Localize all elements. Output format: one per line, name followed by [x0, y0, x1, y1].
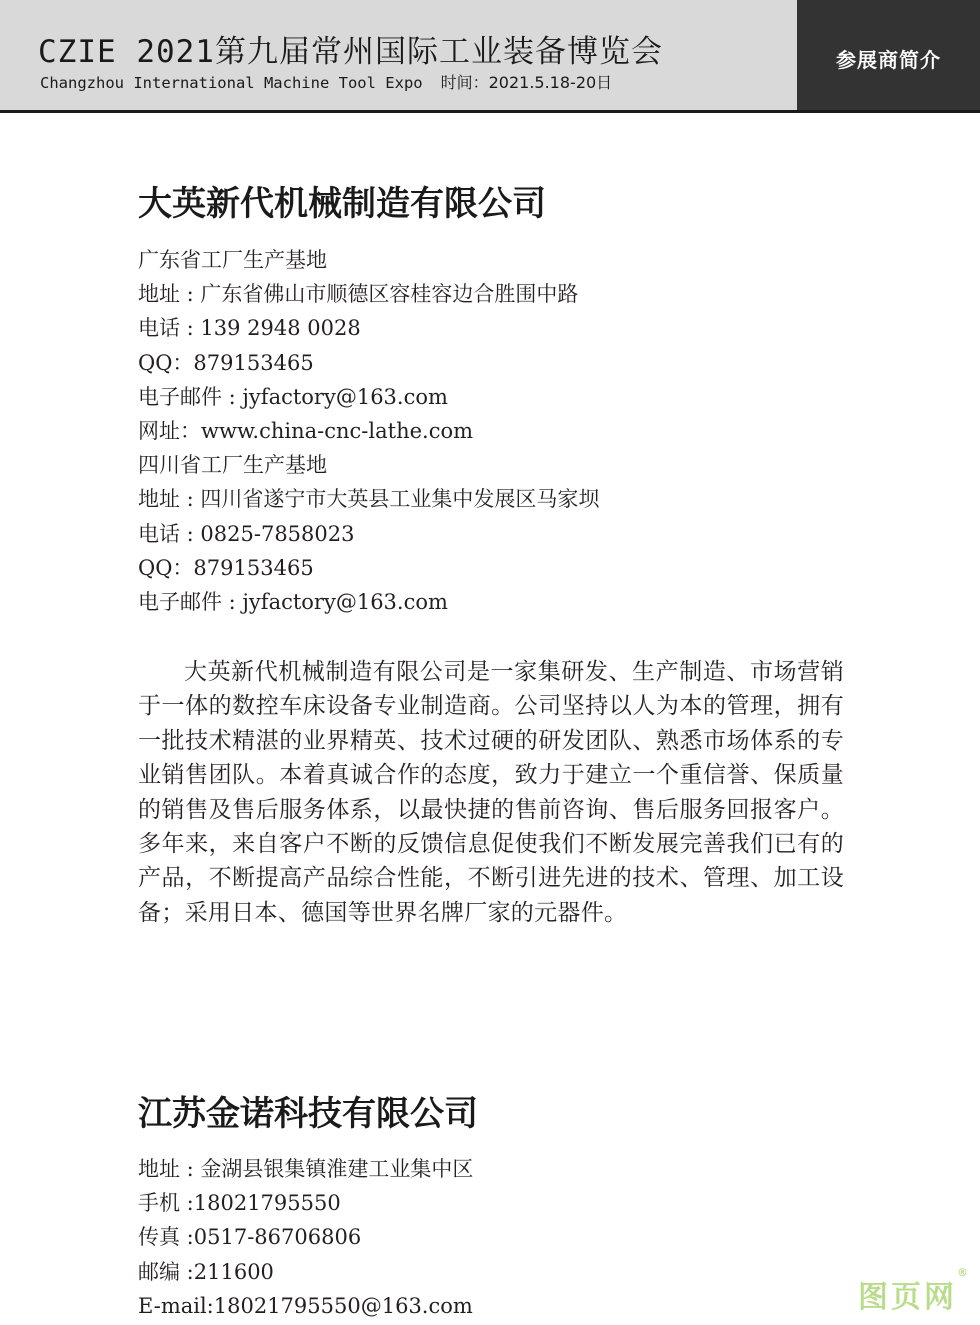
section-label: 参展商简介 — [836, 48, 941, 72]
header-divider — [0, 110, 980, 113]
info-line: 电子邮件 : jyfactory@163.com — [138, 384, 448, 409]
info-line: QQ：879153465 — [138, 350, 314, 375]
info-line: 电子邮件 : jyfactory@163.com — [138, 589, 448, 614]
info-line: 电话 : 0825-7858023 — [138, 521, 355, 546]
watermark-text: 图页网 — [858, 1280, 957, 1315]
company-name: 大英新代机械制造有限公司 — [138, 184, 546, 224]
company-contact-list — [138, 1152, 473, 1323]
watermark-logo — [858, 1266, 968, 1316]
company-name: 江苏金诺科技有限公司 — [138, 1094, 478, 1134]
page-header — [0, 0, 980, 112]
company-description: 大英新代机械制造有限公司是一家集研发、生产制造、市场营销于一体的数控车床设备专业制造商。公司坚持以人为本的管理，拥有一批技术精湛的业界精英、技术过硬的研发团队、熟悉市场体系的专业销售团队。本着真诚合作的态度，致力于建立一个重信誉、保质量的销售及售后服务体系，以最快捷的售前咨询、售后服务回报客户。多年来，来自客户不断的反馈信息促使我们不断发展完善我们已有的产品，不断提高产品综合性能，不断引进先进的技术、管理、加工设备；采用日本、德国等世界名牌厂家的元器件。 — [138, 659, 844, 926]
info-line: 邮编 :211600 — [138, 1259, 274, 1284]
info-line: 电话 : 139 2948 0028 — [138, 316, 361, 341]
company-contact-list — [138, 243, 599, 619]
info-line: QQ：879153465 — [138, 555, 314, 580]
info-line: 广东省工厂生产基地 — [138, 248, 327, 272]
info-line: E-mail:18021795550@163.com — [138, 1293, 473, 1318]
info-line: 四川省工厂生产基地 — [138, 453, 327, 478]
registered-mark: ® — [957, 1266, 968, 1279]
info-line: 地址 : 金湖县银集镇淮建工业集中区 — [138, 1157, 474, 1181]
expo-date: 时间：2021.5.18-20日 — [440, 73, 613, 92]
expo-subtitle — [40, 70, 612, 93]
expo-title: CZIE 2021第九届常州国际工业装备博览会 — [38, 34, 663, 70]
info-line: 传真 :0517-86706806 — [138, 1225, 362, 1250]
info-line: 地址 : 广东省佛山市顺德区容桂容边合胜围中路 — [138, 282, 579, 307]
info-line: 网址：www.china-cnc-lathe.com — [138, 418, 474, 443]
info-line: 手机 :18021795550 — [138, 1191, 341, 1216]
expo-english-name: Changzhou International Machine Tool Expo — [40, 74, 423, 92]
info-line: 地址 : 四川省遂宁市大英县工业集中发展区马家坝 — [138, 487, 600, 512]
